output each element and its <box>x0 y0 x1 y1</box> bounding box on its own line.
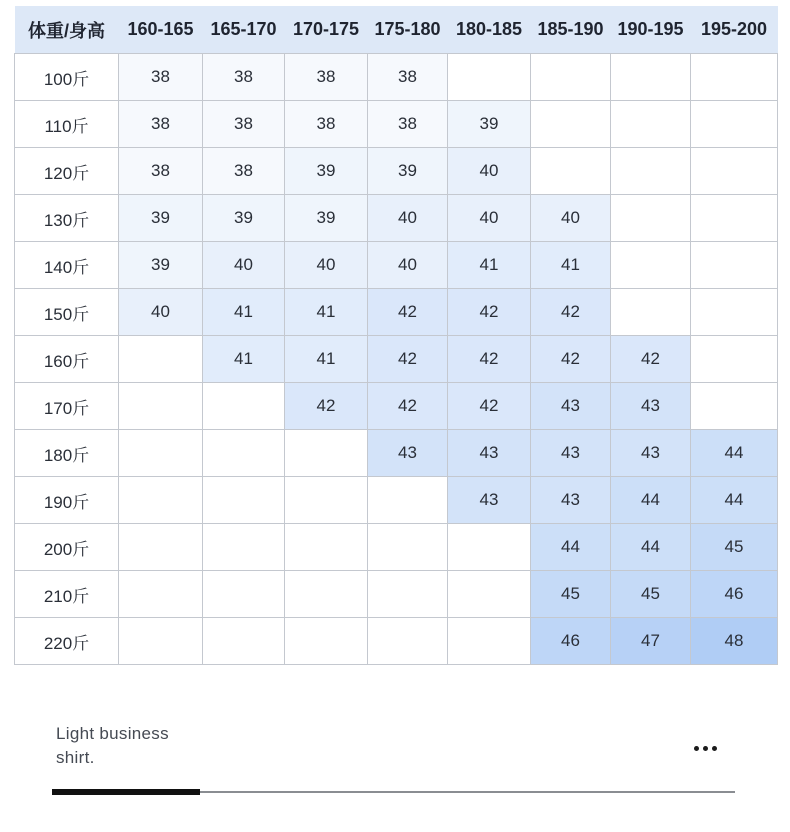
more-horizontal-icon <box>703 746 708 751</box>
size-cell: 40 <box>119 289 203 336</box>
size-cell: 42 <box>448 289 531 336</box>
size-cell <box>203 477 285 524</box>
size-cell: 45 <box>611 571 691 618</box>
size-cell: 44 <box>611 477 691 524</box>
size-cell <box>611 242 691 289</box>
table-row <box>15 618 778 665</box>
size-cell: 38 <box>119 148 203 195</box>
size-cell <box>691 101 778 148</box>
size-cell <box>119 430 203 477</box>
weight-row-label: 110斤 <box>15 101 119 148</box>
size-cell: 40 <box>285 242 368 289</box>
size-cell: 38 <box>285 54 368 101</box>
size-cell: 42 <box>448 336 531 383</box>
size-cell <box>203 524 285 571</box>
corner-header: 体重/身高 <box>15 6 119 54</box>
size-cell: 39 <box>119 242 203 289</box>
size-cell: 46 <box>691 571 778 618</box>
size-cell: 43 <box>448 477 531 524</box>
weight-row-label: 180斤 <box>15 430 119 477</box>
size-chart <box>14 6 777 665</box>
weight-row-label: 160斤 <box>15 336 119 383</box>
size-cell <box>448 524 531 571</box>
size-cell <box>119 336 203 383</box>
size-cell <box>119 524 203 571</box>
size-cell: 39 <box>368 148 448 195</box>
size-cell: 43 <box>611 430 691 477</box>
height-column-header: 165-170 <box>203 6 285 54</box>
size-cell <box>691 336 778 383</box>
size-cell <box>448 54 531 101</box>
size-cell <box>119 477 203 524</box>
size-cell <box>691 148 778 195</box>
size-cell: 38 <box>203 148 285 195</box>
header-row <box>15 6 778 54</box>
size-cell <box>611 195 691 242</box>
size-cell <box>691 383 778 430</box>
size-cell <box>285 618 368 665</box>
size-cell: 41 <box>203 336 285 383</box>
size-cell: 42 <box>368 336 448 383</box>
size-cell <box>531 101 611 148</box>
size-cell <box>691 242 778 289</box>
table-row <box>15 477 778 524</box>
size-cell: 43 <box>448 430 531 477</box>
size-cell <box>285 477 368 524</box>
size-cell <box>285 430 368 477</box>
size-cell <box>119 383 203 430</box>
height-column-header: 160-165 <box>119 6 203 54</box>
size-cell: 38 <box>203 54 285 101</box>
size-cell: 39 <box>285 195 368 242</box>
size-cell <box>691 289 778 336</box>
height-column-header: 190-195 <box>611 6 691 54</box>
size-cell <box>368 524 448 571</box>
size-cell: 40 <box>531 195 611 242</box>
more-horizontal-icon <box>694 746 699 751</box>
size-cell: 45 <box>691 524 778 571</box>
size-table-body <box>15 54 778 665</box>
weight-row-label: 120斤 <box>15 148 119 195</box>
size-cell <box>203 618 285 665</box>
weight-row-label: 220斤 <box>15 618 119 665</box>
size-cell: 44 <box>531 524 611 571</box>
size-cell: 38 <box>203 101 285 148</box>
table-row <box>15 101 778 148</box>
weight-row-label: 170斤 <box>15 383 119 430</box>
table-row <box>15 336 778 383</box>
weight-row-label: 190斤 <box>15 477 119 524</box>
size-cell <box>531 148 611 195</box>
size-cell: 41 <box>531 242 611 289</box>
size-cell <box>611 54 691 101</box>
size-cell: 42 <box>611 336 691 383</box>
height-column-header: 180-185 <box>448 6 531 54</box>
size-cell: 39 <box>448 101 531 148</box>
size-cell <box>368 618 448 665</box>
gallery-progress-fill <box>52 789 200 795</box>
more-options-button[interactable] <box>686 735 724 761</box>
size-cell <box>203 430 285 477</box>
table-row <box>15 289 778 336</box>
weight-row-label: 130斤 <box>15 195 119 242</box>
size-cell: 40 <box>368 242 448 289</box>
table-row <box>15 524 778 571</box>
size-cell: 43 <box>368 430 448 477</box>
size-cell <box>285 571 368 618</box>
table-row <box>15 430 778 477</box>
height-column-header: 175-180 <box>368 6 448 54</box>
gallery-progress-track <box>52 791 735 793</box>
caption-line: Light business <box>56 724 169 743</box>
size-cell: 44 <box>691 430 778 477</box>
size-cell: 41 <box>203 289 285 336</box>
size-cell: 44 <box>611 524 691 571</box>
size-table <box>14 6 778 665</box>
weight-row-label: 140斤 <box>15 242 119 289</box>
size-cell <box>203 571 285 618</box>
size-cell: 48 <box>691 618 778 665</box>
size-cell <box>611 148 691 195</box>
more-horizontal-icon <box>712 746 717 751</box>
size-cell: 41 <box>448 242 531 289</box>
size-cell: 38 <box>119 54 203 101</box>
size-cell <box>691 54 778 101</box>
size-cell: 40 <box>448 148 531 195</box>
size-cell: 42 <box>448 383 531 430</box>
table-row <box>15 571 778 618</box>
weight-row-label: 150斤 <box>15 289 119 336</box>
table-row <box>15 242 778 289</box>
weight-row-label: 200斤 <box>15 524 119 571</box>
size-cell: 40 <box>368 195 448 242</box>
table-row <box>15 148 778 195</box>
size-cell: 43 <box>531 477 611 524</box>
size-cell: 40 <box>203 242 285 289</box>
size-cell: 38 <box>368 54 448 101</box>
size-cell <box>448 618 531 665</box>
size-cell: 43 <box>531 430 611 477</box>
size-cell: 40 <box>448 195 531 242</box>
size-cell: 42 <box>285 383 368 430</box>
weight-row-label: 210斤 <box>15 571 119 618</box>
size-cell: 44 <box>691 477 778 524</box>
height-column-header: 185-190 <box>531 6 611 54</box>
size-cell <box>691 195 778 242</box>
product-caption <box>56 722 276 770</box>
size-cell <box>368 571 448 618</box>
size-cell <box>119 571 203 618</box>
size-cell <box>448 571 531 618</box>
size-cell: 39 <box>203 195 285 242</box>
size-cell <box>531 54 611 101</box>
height-column-header: 195-200 <box>691 6 778 54</box>
size-cell: 43 <box>611 383 691 430</box>
size-cell <box>285 524 368 571</box>
size-cell <box>611 101 691 148</box>
height-column-header: 170-175 <box>285 6 368 54</box>
size-cell: 38 <box>285 101 368 148</box>
size-cell: 41 <box>285 336 368 383</box>
size-cell: 39 <box>119 195 203 242</box>
size-cell: 42 <box>368 289 448 336</box>
table-row <box>15 383 778 430</box>
size-cell <box>119 618 203 665</box>
size-cell: 38 <box>368 101 448 148</box>
size-cell: 42 <box>368 383 448 430</box>
table-row <box>15 195 778 242</box>
size-cell: 38 <box>119 101 203 148</box>
size-cell <box>368 477 448 524</box>
caption-line: shirt. <box>56 748 95 767</box>
size-cell: 43 <box>531 383 611 430</box>
size-cell: 42 <box>531 289 611 336</box>
size-cell: 39 <box>285 148 368 195</box>
size-cell: 41 <box>285 289 368 336</box>
table-row <box>15 54 778 101</box>
size-cell <box>203 383 285 430</box>
weight-row-label: 100斤 <box>15 54 119 101</box>
size-cell: 47 <box>611 618 691 665</box>
size-cell: 42 <box>531 336 611 383</box>
size-cell <box>611 289 691 336</box>
size-cell: 45 <box>531 571 611 618</box>
size-cell: 46 <box>531 618 611 665</box>
